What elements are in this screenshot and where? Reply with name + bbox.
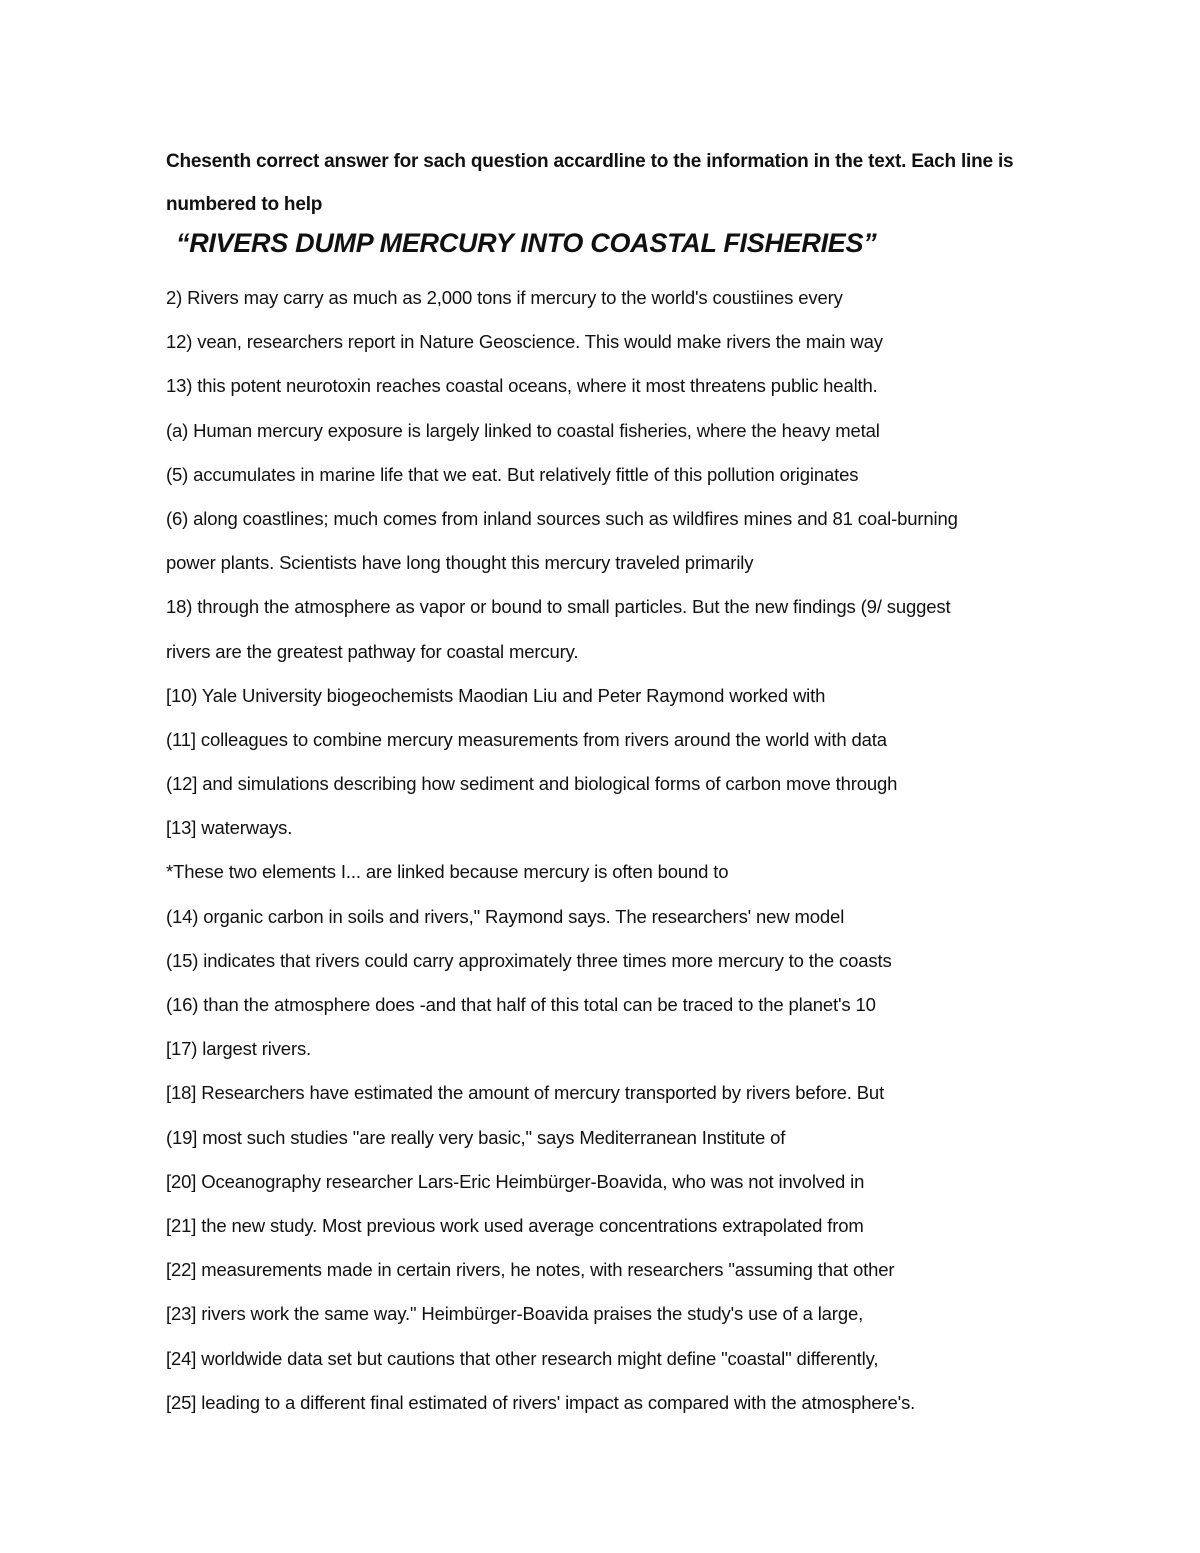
article-line: *These two elements I... are linked because mercury is often bound to: [166, 861, 729, 883]
article-line: [13] waterways.: [166, 817, 293, 839]
article-line: (11] colleagues to combine mercury measurements from rivers around the world with data: [166, 728, 887, 750]
article-title: “RIVERS DUMP MERCURY INTO COASTAL FISHERIES”: [176, 228, 877, 258]
article-line: [25] leading to a different final estimated of rivers' impact as compared with the atmosphere's.: [166, 1391, 916, 1413]
article-line: (6) along coastlines; much comes from inland sources such as wildfires mines and 81 coal-burning: [166, 507, 958, 529]
article-body: [166, 281, 1066, 1430]
article-line: [17) largest rivers.: [166, 1038, 312, 1060]
article-line: [21] the new study. Most previous work used average concentrations extrapolated from: [166, 1214, 864, 1236]
article-line: (19] most such studies "are really very basic," says Mediterranean Institute of: [166, 1126, 786, 1148]
article-line: (14) organic carbon in soils and rivers," Raymond says. The researchers' new model: [166, 905, 845, 927]
article-line: (16) than the atmosphere does -and that half of this total can be traced to the planet's 10: [166, 994, 876, 1015]
article-line: [22] measurements made in certain rivers, he notes, with researchers "assuming that other: [166, 1259, 895, 1281]
article-line: power plants. Scientists have long thought this mercury traveled primarily: [166, 552, 754, 574]
article-line: [18] Researchers have estimated the amount of mercury transported by rivers before. But: [166, 1082, 885, 1104]
article-line: 12) vean, researchers report in Nature Geoscience. This would make rivers the main way: [166, 331, 883, 353]
article-line: [23] rivers work the same way." Heimbürger-Boavida praises the study's use of a large,: [166, 1303, 864, 1325]
article-line: rivers are the greatest pathway for coastal mercury.: [166, 640, 579, 662]
article-line: [24] worldwide data set but cautions that other research might define "coastal" differently,: [166, 1347, 879, 1369]
article-line: (15) indicates that rivers could carry approximately three times more mercury to the coasts: [166, 949, 892, 971]
article-line: 2) Rivers may carry as much as 2,000 tons if mercury to the world's coustiines every: [166, 287, 843, 308]
article-line: (5) accumulates in marine life that we eat. But relatively fittle of this pollution originates: [166, 463, 859, 485]
article-line: 13) this potent neurotoxin reaches coastal oceans, where it most threatens public health.: [166, 375, 878, 397]
article-line: (12] and simulations describing how sediment and biological forms of carbon move through: [166, 773, 898, 795]
article-line: [10) Yale University biogeochemists Maodian Liu and Peter Raymond worked with: [166, 684, 826, 706]
instructions-text: Chesenth correct answer for sach question accardline to the information in the text. Each line is numbered to help: [166, 151, 1014, 215]
article-line: 18) through the atmosphere as vapor or bound to small particles. But the new findings (9/ suggest: [166, 596, 951, 618]
article-line: (a) Human mercury exposure is largely linked to coastal fisheries, where the heavy metal: [166, 419, 880, 441]
article-line: [20] Oceanography researcher Lars-Eric Heimbürger-Boavida, who was not involved in: [166, 1170, 865, 1192]
